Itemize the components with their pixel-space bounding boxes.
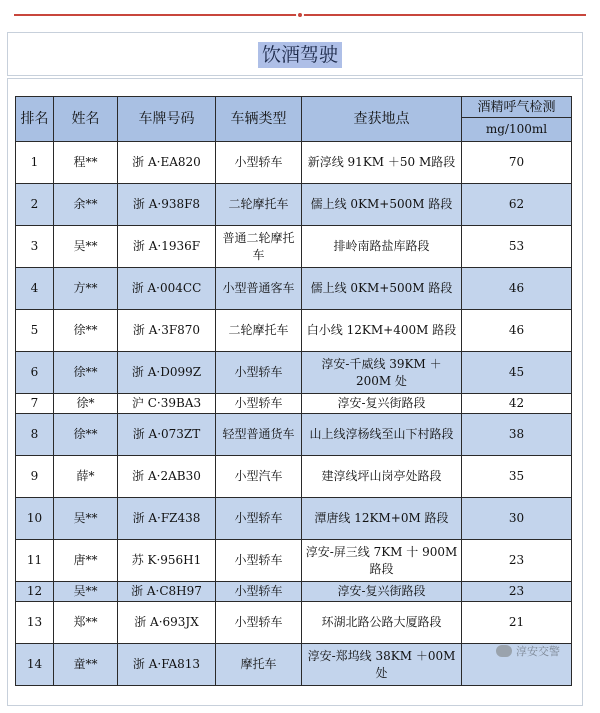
cell-rank: 13 bbox=[16, 602, 54, 644]
header-concentration-unit: mg/100ml bbox=[485, 122, 548, 136]
header-vehicle-type: 车辆类型 bbox=[216, 97, 302, 142]
cell-location: 建淳线坪山岗亭处路段 bbox=[302, 456, 462, 498]
cell-name: 郑** bbox=[54, 602, 118, 644]
cell-rank: 1 bbox=[16, 142, 54, 184]
cell-vehicle-type: 二轮摩托车 bbox=[216, 184, 302, 226]
cell-concentration: 46 bbox=[462, 310, 572, 352]
cell-concentration: 38 bbox=[462, 414, 572, 456]
table-row bbox=[16, 394, 572, 414]
cell-plate: 苏 K·956H1 bbox=[118, 540, 216, 582]
cell-concentration: 35 bbox=[462, 456, 572, 498]
cell-vehicle-type: 小型轿车 bbox=[216, 352, 302, 394]
cell-plate: 浙 A·938F8 bbox=[118, 184, 216, 226]
cell-concentration: 23 bbox=[462, 582, 572, 602]
cell-vehicle-type: 二轮摩托车 bbox=[216, 310, 302, 352]
header-ornament bbox=[296, 11, 304, 19]
table-row bbox=[16, 602, 572, 644]
cell-location: 环湖北路公路大厦路段 bbox=[302, 602, 462, 644]
table-row bbox=[16, 184, 572, 226]
cell-plate: 浙 A·FA813 bbox=[118, 644, 216, 686]
cell-rank: 4 bbox=[16, 268, 54, 310]
cell-concentration: 30 bbox=[462, 498, 572, 540]
cell-vehicle-type: 小型轿车 bbox=[216, 142, 302, 184]
table-row bbox=[16, 582, 572, 602]
cell-concentration: 46 bbox=[462, 268, 572, 310]
cell-rank: 9 bbox=[16, 456, 54, 498]
cell-name: 方** bbox=[54, 268, 118, 310]
cell-vehicle-type: 小型轿车 bbox=[216, 582, 302, 602]
cell-location: 淳安-屏三线 7KM 十 900M 路段 bbox=[302, 540, 462, 582]
cell-name: 徐* bbox=[54, 394, 118, 414]
cell-location: 排岭南路盐库路段 bbox=[302, 226, 462, 268]
cell-name: 徐** bbox=[54, 352, 118, 394]
cell-plate: 浙 A·3F870 bbox=[118, 310, 216, 352]
cell-name: 童** bbox=[54, 644, 118, 686]
watermark-text: 淳安交警 bbox=[516, 645, 560, 658]
cell-rank: 14 bbox=[16, 644, 54, 686]
cell-rank: 3 bbox=[16, 226, 54, 268]
cell-location: 白小线 12KM+400M 路段 bbox=[302, 310, 462, 352]
cell-plate: 浙 A·C8H97 bbox=[118, 582, 216, 602]
cell-rank: 5 bbox=[16, 310, 54, 352]
table-row bbox=[16, 498, 572, 540]
cell-vehicle-type: 小型轿车 bbox=[216, 540, 302, 582]
cell-name: 吴** bbox=[54, 582, 118, 602]
table-row bbox=[16, 644, 572, 686]
header-plate: 车牌号码 bbox=[118, 97, 216, 142]
cell-rank: 12 bbox=[16, 582, 54, 602]
table-row bbox=[16, 268, 572, 310]
cell-rank: 2 bbox=[16, 184, 54, 226]
table-row bbox=[16, 540, 572, 582]
cell-location: 儒上线 0KM+500M 路段 bbox=[302, 268, 462, 310]
cell-vehicle-type: 小型汽车 bbox=[216, 456, 302, 498]
cell-location: 淳安-复兴街路段 bbox=[302, 582, 462, 602]
cell-vehicle-type: 普通二轮摩托车 bbox=[216, 226, 302, 268]
cell-concentration: 45 bbox=[462, 352, 572, 394]
cell-plate: 浙 A·D099Z bbox=[118, 352, 216, 394]
cell-vehicle-type: 小型轿车 bbox=[216, 498, 302, 540]
cell-concentration: 70 bbox=[462, 142, 572, 184]
table-header-row bbox=[16, 97, 572, 142]
cell-name: 薛* bbox=[54, 456, 118, 498]
cell-plate: 浙 A·FZ438 bbox=[118, 498, 216, 540]
cell-plate: 浙 A·1936F bbox=[118, 226, 216, 268]
title-section bbox=[7, 32, 583, 76]
cell-concentration: 62 bbox=[462, 184, 572, 226]
cell-location: 淳安-千威线 39KM ＋200M 处 bbox=[302, 352, 462, 394]
wechat-icon bbox=[496, 645, 512, 657]
dui-ranking-table bbox=[15, 96, 572, 686]
table-row bbox=[16, 310, 572, 352]
page-title: 饮酒驾驶 bbox=[258, 42, 342, 68]
cell-plate: 浙 A·2AB30 bbox=[118, 456, 216, 498]
cell-rank: 8 bbox=[16, 414, 54, 456]
cell-name: 吴** bbox=[54, 498, 118, 540]
cell-concentration: 42 bbox=[462, 394, 572, 414]
cell-concentration: 23 bbox=[462, 540, 572, 582]
cell-vehicle-type: 轻型普通货车 bbox=[216, 414, 302, 456]
cell-vehicle-type: 小型轿车 bbox=[216, 394, 302, 414]
cell-name: 唐** bbox=[54, 540, 118, 582]
header-rank: 排名 bbox=[16, 97, 54, 142]
header-location: 查获地点 bbox=[302, 97, 462, 142]
watermark bbox=[496, 643, 560, 659]
cell-vehicle-type: 小型普通客车 bbox=[216, 268, 302, 310]
cell-plate: 浙 A·693JX bbox=[118, 602, 216, 644]
table-row bbox=[16, 352, 572, 394]
table-row bbox=[16, 142, 572, 184]
header-name: 姓名 bbox=[54, 97, 118, 142]
cell-plate: 浙 A·073ZT bbox=[118, 414, 216, 456]
cell-location: 淳安-复兴街路段 bbox=[302, 394, 462, 414]
cell-location: 新淳线 91KM ＋50 M路段 bbox=[302, 142, 462, 184]
cell-name: 徐** bbox=[54, 310, 118, 352]
cell-name: 余** bbox=[54, 184, 118, 226]
cell-plate: 沪 C·39BA3 bbox=[118, 394, 216, 414]
cell-rank: 11 bbox=[16, 540, 54, 582]
cell-name: 徐** bbox=[54, 414, 118, 456]
cell-location: 儒上线 0KM+500M 路段 bbox=[302, 184, 462, 226]
table-row bbox=[16, 456, 572, 498]
cell-location: 淳安-郑坞线 38KM ＋00M 处 bbox=[302, 644, 462, 686]
cell-location: 潭唐线 12KM+0M 路段 bbox=[302, 498, 462, 540]
cell-rank: 10 bbox=[16, 498, 54, 540]
table-row bbox=[16, 414, 572, 456]
table-row bbox=[16, 226, 572, 268]
table-section bbox=[7, 78, 583, 706]
cell-plate: 浙 A·EA820 bbox=[118, 142, 216, 184]
cell-concentration: 21 bbox=[462, 602, 572, 644]
header-concentration bbox=[462, 97, 572, 142]
cell-rank: 6 bbox=[16, 352, 54, 394]
cell-vehicle-type: 摩托车 bbox=[216, 644, 302, 686]
cell-location: 山上线淳杨线至山下村路段 bbox=[302, 414, 462, 456]
cell-plate: 浙 A·004CC bbox=[118, 268, 216, 310]
cell-concentration: 53 bbox=[462, 226, 572, 268]
cell-vehicle-type: 小型轿车 bbox=[216, 602, 302, 644]
header-concentration-label: 酒精呼气检测 bbox=[462, 98, 571, 118]
cell-name: 程** bbox=[54, 142, 118, 184]
cell-rank: 7 bbox=[16, 394, 54, 414]
cell-name: 吴** bbox=[54, 226, 118, 268]
